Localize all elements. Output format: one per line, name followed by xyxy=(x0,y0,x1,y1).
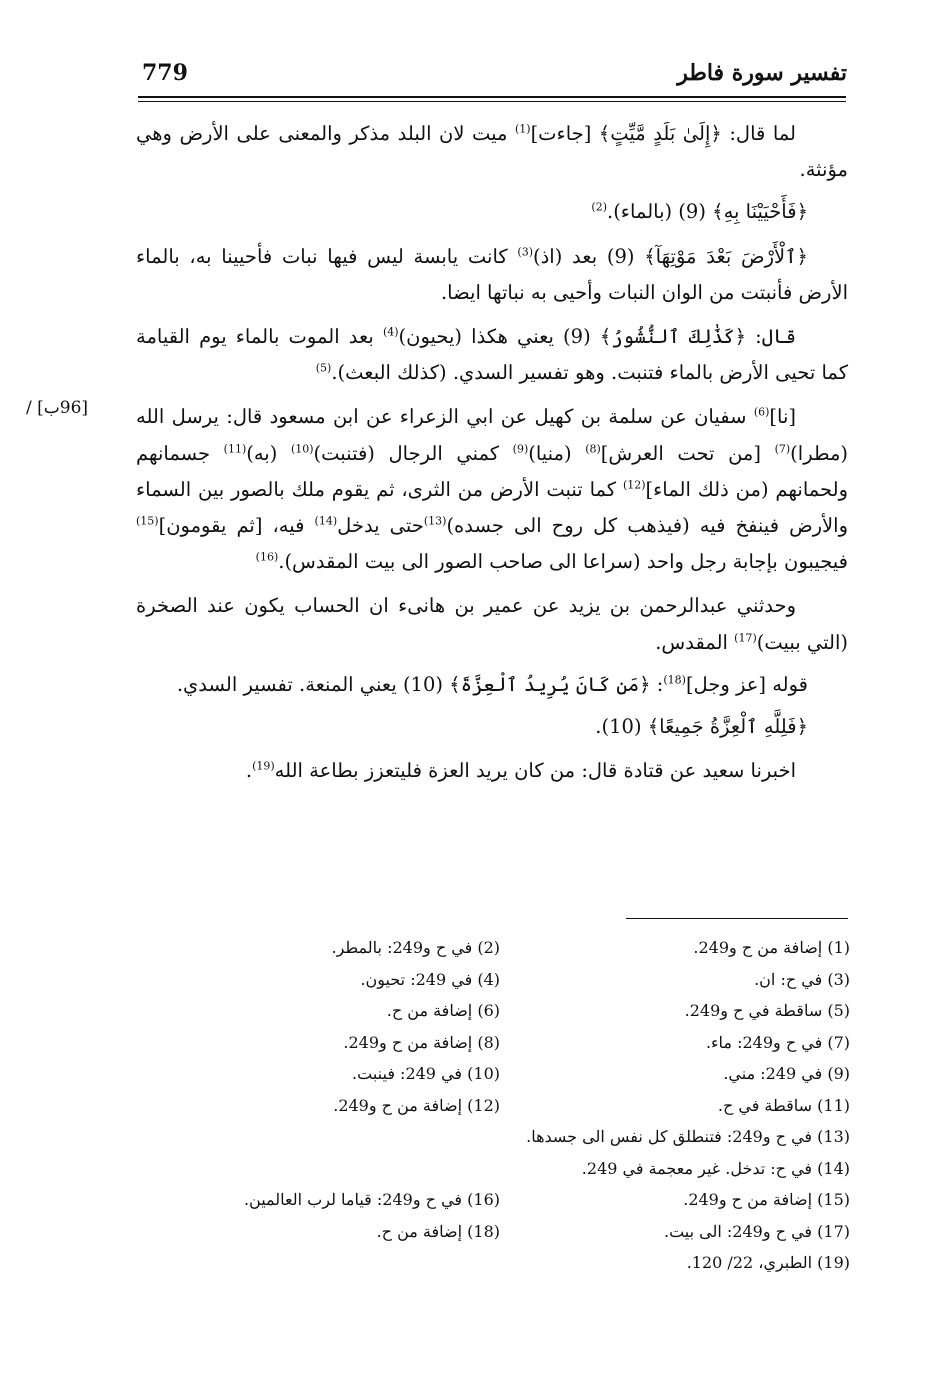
text-run: فيجيبون بإجابة رجل واحد (سراعا الى صاحب الصور الى بيت المقدس). xyxy=(278,550,848,574)
paragraph xyxy=(136,239,848,311)
footnote-ref: (15) xyxy=(136,514,159,528)
footnote: (9) في 249: مني. xyxy=(723,1064,850,1083)
text-run: جسمانهم ولحمانهم (من ذلك الماء] xyxy=(136,441,848,501)
text-run: حتى يدخل xyxy=(337,514,424,538)
text-run: قال: ﴿كَذَٰلِكَ ٱلنُّشُورُ﴾ (9) يعني هكذا (يحيون) xyxy=(398,325,797,349)
footnotes xyxy=(150,932,850,1279)
footnote-ref: (17) xyxy=(734,631,757,645)
footnote: (8) إضافة من ح و249. xyxy=(343,1032,500,1052)
footnote-row xyxy=(150,1121,850,1153)
margin-folio-note: [96ب] / xyxy=(26,398,89,418)
footnote: (3) في ح: ان. xyxy=(754,969,850,989)
text-run: وحدثني عبدالرحمن بن يزيد عن عمير بن هانىء ان الحساب يكون عند الصخرة (التي ببيت) xyxy=(136,594,848,654)
footnote-ref: (14) xyxy=(314,514,338,528)
footnote-ref: (9) xyxy=(512,442,529,456)
footnote: (1) إضافة من ح و249. xyxy=(693,938,850,957)
footnote-ref: (13) xyxy=(423,514,447,528)
footnote: (5) ساقطة في ح و249. xyxy=(684,1001,850,1020)
footnote-ref: (10) xyxy=(290,442,314,456)
footnote-row xyxy=(150,1247,850,1279)
text-run: اخبرنا سعيد عن قتادة قال: من كان يريد العزة فليتعزز بطاعة الله xyxy=(274,759,796,783)
paragraph xyxy=(136,319,848,391)
footnote-rule xyxy=(626,918,848,919)
text-run: كمني الرجال (فتنبت) xyxy=(313,441,513,465)
footnote: (12) إضافة من ح و249. xyxy=(333,1095,500,1115)
footnote: (4) في 249: تحيون. xyxy=(360,969,500,989)
text-run: : ﴿مَن كَانَ يُرِيدُ ٱلْعِزَّةَ﴾ (10) يعني المنعة. تفسير السدي. xyxy=(176,672,664,696)
footnote: (6) إضافة من ح. xyxy=(386,1001,500,1020)
footnote-ref: (12) xyxy=(622,478,646,492)
text-run: لما قال: ﴿إِلَىٰ بَلَدٍ مَّيِّتٍ﴾ [جاءت] xyxy=(530,122,796,145)
main-text xyxy=(136,116,848,795)
footnote-row xyxy=(150,995,850,1027)
paragraph xyxy=(136,709,848,745)
text-run: ﴿ٱلْأَرْضَ بَعْدَ مَوْتِهَآ﴾ (9) بعد (اذ) xyxy=(533,244,808,268)
text-run: (منيا) xyxy=(528,441,586,465)
paragraph xyxy=(136,588,848,660)
footnote: (2) في ح و249: بالمطر. xyxy=(331,938,500,957)
footnote-row xyxy=(150,964,850,996)
footnote: (7) في ح و249: ماء. xyxy=(705,1032,850,1052)
footnote: (18) إضافة من ح. xyxy=(376,1221,500,1241)
text-run: بعد الموت بالماء يوم القيامة كما تحيى الأرض بالماء فتنبت. وهو تفسير السدي. (كذلك البعث). xyxy=(136,325,848,385)
footnote-ref: (2) xyxy=(591,200,607,214)
footnote-ref: (1) xyxy=(514,122,531,136)
paragraph xyxy=(136,194,848,230)
text-run: ﴿فَأَحْيَيْنَا بِهِ﴾ (9) (بالماء). xyxy=(607,200,808,224)
text-run: [من تحت العرش] xyxy=(600,441,775,465)
footnote: (10) في 249: فينبت. xyxy=(352,1064,500,1083)
text-run: (به) xyxy=(246,441,291,465)
footnote-ref: (19) xyxy=(252,759,275,773)
header-rule xyxy=(138,96,846,98)
paragraph xyxy=(136,116,848,188)
footnote: (19) الطبري، 22/ 120. xyxy=(686,1253,850,1272)
text-run: ﴿فَلِلَّهِ ٱلْعِزَّةُ جَمِيعًا﴾ (10). xyxy=(595,715,808,739)
header-rule-thin xyxy=(138,101,846,102)
footnote-row xyxy=(150,1090,850,1122)
paragraph xyxy=(136,753,848,789)
text-run: . xyxy=(245,759,253,783)
footnote-row xyxy=(150,1027,850,1059)
footnote-ref: (6) xyxy=(753,405,770,419)
footnote-ref: (5) xyxy=(315,361,332,375)
footnote: (16) في ح و249: قياما لرب العالمين. xyxy=(243,1190,500,1209)
text-run: قوله [عز وجل] xyxy=(685,672,808,696)
footnote-ref: (3) xyxy=(517,245,534,259)
footnote-ref: (4) xyxy=(382,325,399,339)
text-run: ميت لان البلد مذكر والمعنى على الأرض وهي مؤنثة. xyxy=(136,122,848,182)
text-run: كانت يابسة ليس فيها نبات فأحيينا به، بالماء الأرض فأنبتت من الوان النبات وأحيى به نباتها ايضا. xyxy=(136,244,848,304)
text-run: سفيان عن سلمة بن كهيل عن ابي الزعراء عن ابن مسعود قال: يرسل الله (مطرا) xyxy=(136,405,849,465)
footnote-ref: (16) xyxy=(255,550,279,564)
footnote-row xyxy=(150,1058,850,1090)
footnote: (13) في ح و249: فتنطلق كل نفس الى جسدها. xyxy=(526,1127,850,1146)
footnote-row xyxy=(150,1153,850,1185)
text-run: المقدس. xyxy=(655,630,735,654)
footnote: (15) إضافة من ح و249. xyxy=(683,1190,850,1209)
footnote-row xyxy=(150,932,850,964)
footnote: (14) في ح: تدخل. غير معجمة في 249. xyxy=(581,1158,850,1178)
paragraph xyxy=(136,399,848,580)
paragraph xyxy=(136,667,848,703)
page-number: 779 xyxy=(142,60,188,86)
footnote-ref: (8) xyxy=(585,442,601,456)
footnote: (17) في ح و249: الى بيت. xyxy=(664,1221,850,1241)
footnote: (11) ساقطة في ح. xyxy=(717,1095,850,1115)
footnote-row xyxy=(150,1184,850,1216)
footnote-ref: (7) xyxy=(774,442,791,456)
text-run: [نا] xyxy=(769,405,796,429)
text-run: فيه، [ثم يقومون] xyxy=(158,514,315,538)
footnote-ref: (18) xyxy=(663,673,686,687)
text-run: كما تنبت الأرض من الثرى، ثم يقوم ملك بالصور بين السماء والأرض فينفخ فيه (فيذهب كل روح الى جسده) xyxy=(136,477,849,538)
running-header-title: تفسير سورة فاطر xyxy=(677,60,847,86)
footnote-ref: (11) xyxy=(223,442,247,456)
footnote-row xyxy=(150,1216,850,1248)
